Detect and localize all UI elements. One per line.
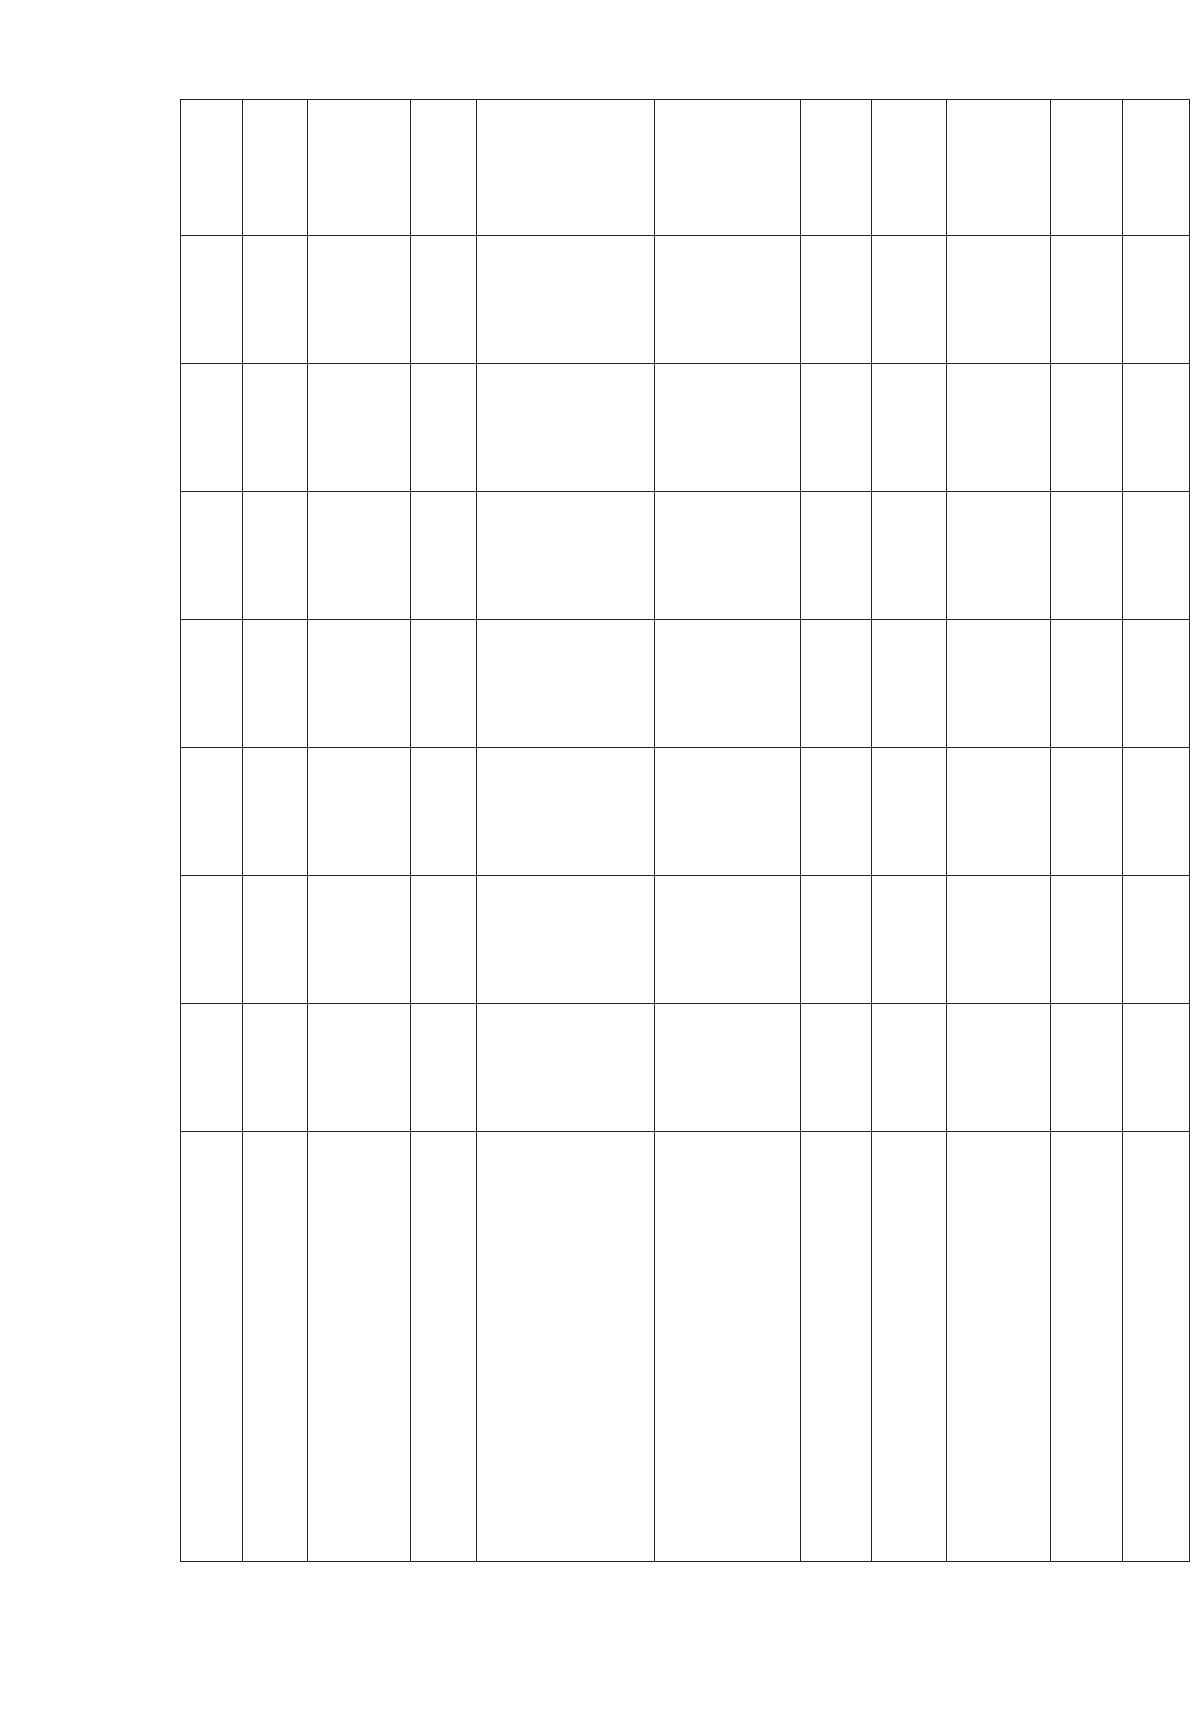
table-row	[1122, 100, 1189, 1562]
table-cell	[800, 236, 871, 364]
table-cell	[800, 620, 871, 748]
table-cell	[654, 748, 800, 876]
column-header	[181, 1004, 243, 1132]
table-cell	[654, 620, 800, 748]
column-header	[181, 1132, 243, 1562]
table-cell	[411, 1004, 477, 1132]
table-cell	[871, 492, 946, 620]
table-cell	[946, 748, 1051, 876]
table-cell	[411, 748, 477, 876]
table-cell	[411, 100, 477, 236]
table-row	[411, 100, 477, 1562]
table-cell	[1051, 748, 1122, 876]
table-cell	[242, 876, 308, 1004]
table-cell	[476, 236, 654, 364]
table-cell	[871, 620, 946, 748]
table-cell	[800, 748, 871, 876]
column-header	[181, 748, 243, 876]
table-cell	[308, 748, 411, 876]
table-cell	[871, 1004, 946, 1132]
table-cell	[308, 492, 411, 620]
table-cell	[308, 1004, 411, 1132]
table-cell	[800, 492, 871, 620]
row-label	[308, 1132, 411, 1562]
table-cell	[654, 364, 800, 492]
table-cell	[871, 236, 946, 364]
table-cell	[411, 620, 477, 748]
table-cell	[308, 236, 411, 364]
row-label	[411, 1132, 477, 1562]
table-cell	[1051, 1004, 1122, 1132]
table-row	[308, 100, 411, 1562]
table-cell	[476, 364, 654, 492]
table-cell	[946, 1004, 1051, 1132]
table-cell	[871, 100, 946, 236]
table-cell	[476, 492, 654, 620]
table-row	[1051, 100, 1122, 1562]
financing-table	[180, 99, 1190, 1562]
table-cell	[654, 492, 800, 620]
table-cell	[1122, 620, 1189, 748]
table-cell	[242, 492, 308, 620]
column-header	[181, 364, 243, 492]
table-cell	[946, 492, 1051, 620]
table-cell	[654, 100, 800, 236]
table-row	[654, 100, 800, 1562]
table-cell	[800, 876, 871, 1004]
table-cell	[1122, 492, 1189, 620]
table-cell	[308, 620, 411, 748]
table-cell	[1051, 100, 1122, 236]
table-cell	[1122, 1004, 1189, 1132]
column-header	[181, 620, 243, 748]
table-cell	[1122, 364, 1189, 492]
table-cell	[476, 620, 654, 748]
table-cell	[946, 236, 1051, 364]
table-cell	[654, 1004, 800, 1132]
row-label	[800, 1132, 871, 1562]
table-row	[242, 100, 308, 1562]
table-cell	[1051, 236, 1122, 364]
table-cell	[308, 364, 411, 492]
table-cell	[800, 100, 871, 236]
table-cell	[476, 748, 654, 876]
column-header	[181, 876, 243, 1004]
row-label	[654, 1132, 800, 1562]
table-cell	[654, 876, 800, 1004]
table-cell	[946, 100, 1051, 236]
row-label	[1122, 1132, 1189, 1562]
table-cell	[411, 364, 477, 492]
table-cell	[242, 748, 308, 876]
table-cell	[871, 748, 946, 876]
table-cell	[411, 492, 477, 620]
table-cell	[1122, 100, 1189, 236]
table-cell	[871, 364, 946, 492]
table-cell	[242, 236, 308, 364]
table-cell	[242, 364, 308, 492]
table-cell	[1051, 492, 1122, 620]
row-label	[476, 1132, 654, 1562]
table-cell	[476, 1004, 654, 1132]
table-cell	[308, 876, 411, 1004]
table-cell	[476, 876, 654, 1004]
table-cell	[1122, 236, 1189, 364]
header-row	[181, 100, 243, 1562]
table-cell	[411, 876, 477, 1004]
table-cell	[242, 620, 308, 748]
table-cell	[411, 236, 477, 364]
table-cell	[308, 100, 411, 236]
table-cell	[242, 1004, 308, 1132]
table-cell	[476, 100, 654, 236]
table-cell	[946, 876, 1051, 1004]
column-header	[181, 492, 243, 620]
table-row	[946, 100, 1051, 1562]
row-label	[1051, 1132, 1122, 1562]
column-header	[181, 236, 243, 364]
table-cell	[1122, 748, 1189, 876]
table-cell	[800, 364, 871, 492]
row-label	[871, 1132, 946, 1562]
row-label	[242, 1132, 308, 1562]
table-cell	[946, 620, 1051, 748]
table-cell	[654, 236, 800, 364]
table-cell	[1051, 620, 1122, 748]
table-cell	[1051, 876, 1122, 1004]
rotated-table-container	[180, 100, 1190, 1562]
table-cell	[800, 1004, 871, 1132]
column-header	[181, 100, 243, 236]
table-row	[800, 100, 871, 1562]
table-cell	[242, 100, 308, 236]
table-row	[871, 100, 946, 1562]
row-label	[946, 1132, 1051, 1562]
table-cell	[946, 364, 1051, 492]
table-cell	[871, 876, 946, 1004]
table-row	[476, 100, 654, 1562]
table-cell	[1122, 876, 1189, 1004]
table-cell	[1051, 364, 1122, 492]
